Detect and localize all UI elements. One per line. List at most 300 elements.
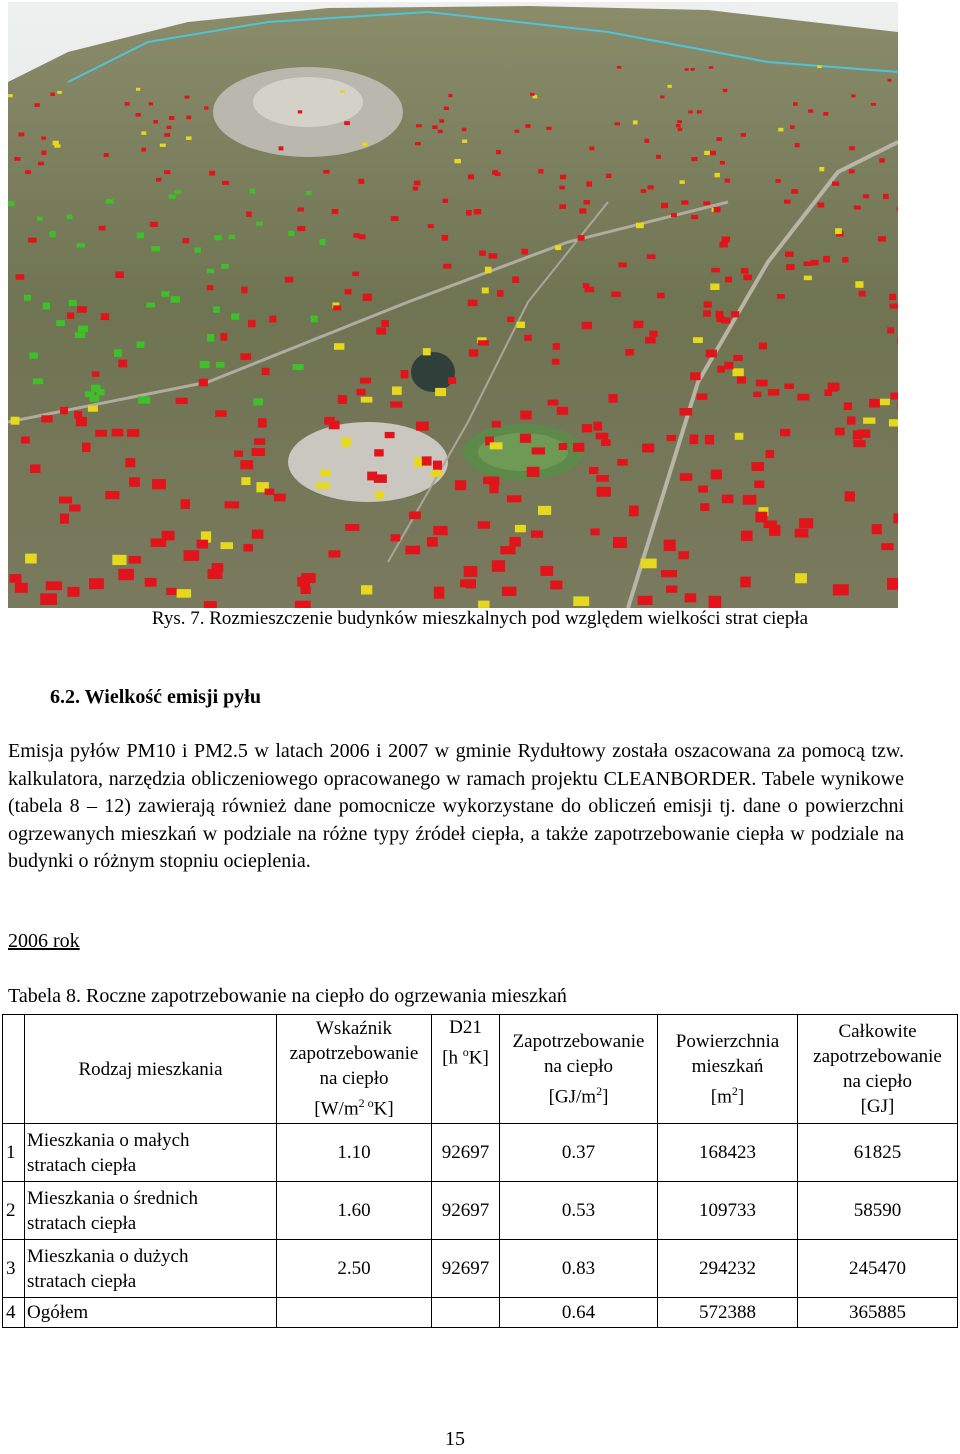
building-block: [716, 311, 724, 317]
building-block: [409, 512, 421, 520]
building-block: [340, 90, 345, 93]
building-block: [634, 321, 644, 328]
building-block: [145, 578, 157, 587]
building-block: [323, 170, 329, 174]
building-block: [693, 337, 703, 343]
row-d21: 92697: [432, 1124, 500, 1182]
row-demand: 0.53: [500, 1182, 658, 1240]
building-block: [67, 587, 79, 597]
building-block: [423, 348, 431, 355]
row-name: Mieszkania o dużych stratach ciepła: [25, 1240, 277, 1298]
row-indicator: 1.60: [277, 1182, 432, 1240]
building-block: [222, 181, 229, 185]
building-block: [691, 215, 698, 219]
building-block: [582, 424, 592, 432]
building-block: [454, 159, 461, 163]
building-block: [507, 317, 514, 323]
row-lp: 1: [3, 1124, 25, 1182]
building-block: [213, 306, 220, 312]
building-block: [706, 350, 717, 358]
building-block: [625, 349, 634, 356]
building-block: [127, 429, 139, 437]
building-block: [431, 470, 442, 477]
building-block: [150, 222, 158, 227]
building-block: [512, 277, 519, 284]
building-block: [550, 581, 562, 590]
building-block: [795, 143, 800, 147]
building-block: [725, 179, 730, 183]
building-block: [153, 120, 158, 124]
building-block: [183, 238, 190, 243]
building-block: [671, 213, 677, 217]
building-block: [274, 494, 286, 502]
building-block: [184, 550, 200, 561]
building-block: [14, 157, 20, 161]
building-block: [553, 343, 560, 350]
building-block: [883, 194, 889, 199]
building-block: [664, 540, 676, 552]
building-block: [221, 264, 229, 269]
building-block: [897, 207, 898, 211]
building-block: [186, 116, 191, 120]
building-block: [149, 102, 153, 105]
building-block: [231, 314, 239, 320]
building-block: [859, 291, 866, 297]
building-block: [248, 320, 256, 328]
building-block: [793, 102, 798, 106]
building-block: [464, 566, 478, 577]
table-caption: Tabela 8. Roczne zapotrzebowanie na ciepło do ogrzewania mieszkań: [8, 985, 567, 1007]
building-block: [54, 144, 60, 147]
header-area: Powierzchnia mieszkań $[m^2]$: [658, 1015, 798, 1124]
building-block: [16, 274, 25, 280]
header-type: Rodzaj mieszkania: [25, 1015, 277, 1124]
building-block: [615, 122, 620, 125]
building-block: [106, 199, 114, 204]
building-block: [785, 252, 794, 257]
building-block: [25, 554, 37, 564]
building-block: [780, 429, 790, 436]
building-block: [41, 415, 52, 422]
building-block: [849, 169, 855, 173]
building-block: [717, 366, 725, 373]
building-block: [112, 555, 126, 565]
building-block: [833, 584, 849, 595]
building-block: [681, 200, 688, 204]
building-block: [889, 294, 896, 300]
building-block: [804, 262, 812, 267]
building-block: [559, 186, 565, 190]
table-row: [3, 1124, 958, 1182]
building-block: [375, 492, 384, 499]
building-block: [240, 353, 251, 360]
building-block: [778, 128, 783, 132]
building-block: [225, 501, 240, 508]
building-block: [776, 179, 781, 183]
building-block: [390, 401, 402, 407]
building-block: [710, 151, 716, 156]
building-block: [241, 477, 250, 485]
building-block: [740, 577, 750, 588]
building-block: [67, 312, 74, 319]
building-block: [33, 378, 43, 384]
building-block: [645, 337, 656, 344]
building-block: [657, 293, 665, 299]
building-block: [462, 128, 467, 132]
building-block: [455, 480, 466, 490]
section-heading: 6.2. Wielkość emisji pyłu: [50, 686, 261, 708]
building-block: [540, 566, 553, 576]
building-block: [114, 349, 122, 357]
building-block: [252, 448, 266, 456]
building-block: [606, 174, 611, 178]
building-block: [60, 407, 68, 415]
building-block: [262, 368, 270, 375]
building-block: [579, 208, 586, 213]
building-block: [719, 242, 728, 248]
total-total: 365885: [798, 1298, 958, 1328]
building-block: [515, 130, 520, 133]
building-block: [240, 460, 253, 469]
building-block: [448, 94, 452, 97]
building-block: [362, 142, 367, 146]
building-block: [88, 406, 98, 412]
building-block: [161, 291, 169, 297]
building-block: [741, 531, 753, 541]
building-block: [439, 119, 444, 123]
building-block: [279, 146, 284, 150]
row-indicator: 2.50: [277, 1240, 432, 1298]
building-block: [297, 208, 304, 212]
building-block: [104, 153, 109, 157]
building-block: [151, 246, 160, 251]
building-block: [500, 546, 515, 554]
building-block: [75, 332, 86, 338]
building-block: [306, 191, 312, 195]
building-block: [466, 210, 472, 216]
building-block: [690, 435, 699, 445]
row-total: 61825: [798, 1124, 958, 1182]
building-block: [29, 353, 38, 359]
building-block: [42, 151, 47, 156]
building-block: [741, 268, 749, 274]
building-block: [667, 435, 677, 441]
building-block: [704, 301, 712, 307]
building-block: [19, 133, 25, 137]
building-block: [35, 103, 40, 107]
building-block: [415, 142, 421, 145]
building-block: [56, 320, 65, 326]
building-block: [608, 394, 617, 403]
building-block: [361, 397, 373, 403]
building-block: [731, 311, 739, 317]
header-lp: [3, 1015, 25, 1124]
building-block: [678, 551, 689, 559]
building-block: [617, 459, 628, 466]
building-block: [716, 137, 722, 141]
building-block: [661, 203, 668, 208]
building-block: [345, 524, 359, 531]
building-block: [40, 593, 57, 605]
building-block: [849, 146, 855, 150]
building-block: [507, 495, 522, 502]
row-area: 168423: [658, 1124, 798, 1182]
building-block: [433, 461, 442, 470]
building-block: [360, 378, 371, 384]
building-block: [285, 277, 293, 283]
building-block: [489, 484, 498, 493]
total-d21: [432, 1298, 500, 1328]
building-block: [391, 216, 399, 221]
building-block: [78, 326, 88, 333]
building-block: [90, 395, 100, 402]
building-block: [725, 277, 732, 283]
building-block: [316, 482, 330, 489]
building-block: [92, 371, 100, 377]
building-block: [376, 328, 386, 335]
building-block: [301, 587, 311, 595]
building-block: [328, 550, 340, 557]
building-block: [644, 139, 649, 143]
building-block: [164, 133, 170, 137]
building-block: [57, 91, 62, 94]
building-block: [405, 546, 420, 555]
building-block: [167, 126, 172, 129]
building-block: [181, 499, 190, 509]
building-block: [207, 269, 214, 274]
building-block: [416, 422, 429, 431]
table-row: [3, 1182, 958, 1240]
building-block: [759, 343, 767, 350]
building-block: [329, 421, 340, 430]
building-block: [613, 537, 627, 548]
building-block: [676, 124, 681, 127]
building-block: [468, 174, 474, 179]
building-block: [46, 581, 62, 590]
building-block: [468, 300, 478, 306]
building-block: [871, 103, 876, 106]
building-block: [709, 66, 714, 69]
building-block: [697, 110, 702, 113]
building-block: [118, 360, 127, 368]
building-block: [208, 569, 223, 579]
building-block: [768, 389, 780, 396]
building-block: [207, 285, 214, 290]
building-block: [246, 212, 252, 217]
building-block: [557, 407, 568, 415]
building-block: [129, 477, 140, 487]
building-block: [810, 260, 818, 266]
building-block: [221, 542, 234, 549]
building-block: [656, 155, 661, 159]
building-block: [438, 130, 443, 133]
building-block: [589, 467, 598, 474]
building-block: [589, 147, 594, 151]
building-block: [129, 556, 142, 564]
building-block: [15, 583, 28, 593]
building-block: [819, 167, 824, 171]
building-block: [618, 262, 626, 267]
building-block: [531, 531, 543, 538]
building-block: [559, 204, 566, 209]
building-block: [847, 416, 856, 424]
building-block: [177, 589, 192, 598]
building-block: [41, 137, 46, 140]
body-paragraph: Emisja pyłów PM10 i PM2.5 w latach 2006 i 2007 w gminie Rydułtowy została oszacowana za pomocą tzw. kalkulatora, narzędzia obliczeniowego opracowanego w ramach projektu CLEANBORDER. Tabele wynikowe (tabela 8 – 12) zawierają również dane pomocnicze wykorzystane do obliczeń emisji tj. dane o powierzchni ogrzewanych mieszkań w podziale na różne typy źródeł ciepła, a także zapotrzebowanie ciepła w podziale na budynki o różnym stopniu ocieplenia.: [8, 740, 904, 872]
building-block: [125, 102, 130, 106]
building-block: [777, 294, 785, 299]
building-block: [751, 462, 764, 471]
building-block: [611, 292, 621, 297]
page-number: 15: [445, 1428, 465, 1450]
building-block: [60, 514, 69, 524]
building-block: [25, 170, 31, 174]
building-block: [722, 237, 731, 243]
building-block: [711, 268, 720, 273]
building-block: [863, 194, 869, 198]
building-block: [583, 283, 589, 288]
building-block: [69, 505, 81, 512]
row-demand: 0.83: [500, 1240, 658, 1298]
building-block: [95, 430, 107, 437]
building-block: [723, 89, 727, 92]
building-block: [265, 489, 275, 495]
building-block: [333, 305, 341, 310]
building-block: [680, 180, 685, 184]
building-block: [844, 402, 852, 410]
building-block: [43, 303, 50, 310]
building-block: [680, 473, 693, 481]
building-block: [636, 223, 644, 229]
building-block: [548, 400, 559, 406]
building-block: [443, 264, 452, 269]
building-block: [76, 417, 87, 426]
building-block: [766, 450, 775, 458]
building-block: [710, 284, 719, 291]
building-block: [77, 306, 87, 313]
building-block: [661, 570, 677, 577]
building-block: [790, 125, 795, 129]
building-block: [186, 136, 191, 140]
building-block: [721, 317, 731, 323]
building-block: [253, 398, 263, 405]
building-block: [89, 578, 104, 589]
building-block: [209, 171, 215, 176]
building-block: [754, 481, 764, 488]
building-block: [582, 322, 592, 329]
building-block: [194, 248, 201, 253]
total-indicator: [277, 1298, 432, 1328]
building-block: [10, 574, 22, 583]
building-block: [502, 587, 517, 596]
building-block: [890, 304, 899, 309]
building-block: [99, 226, 106, 231]
building-block: [345, 289, 352, 295]
building-block: [832, 182, 839, 186]
building-block: [705, 435, 714, 445]
header-total: Całkowite zapotrzebowanie na ciepło [GJ]: [798, 1015, 958, 1124]
building-block: [887, 327, 894, 333]
building-block: [138, 396, 150, 403]
building-block: [462, 140, 467, 143]
building-block: [21, 437, 30, 444]
building-block: [515, 525, 526, 532]
building-block: [374, 449, 384, 456]
building-block: [485, 267, 492, 274]
building-block: [311, 316, 318, 323]
building-block: [252, 530, 264, 539]
building-block: [584, 200, 591, 204]
building-block: [298, 110, 302, 113]
building-block: [136, 88, 140, 91]
building-block: [764, 521, 777, 529]
building-block: [413, 187, 419, 191]
building-block: [863, 418, 875, 424]
building-block: [338, 395, 347, 404]
building-block: [853, 440, 865, 447]
building-block: [879, 158, 885, 162]
building-block: [11, 417, 20, 425]
header-indicator: Wskaźnik zapotrzebowanie na ciepło $[W/m^{2 o}K]$: [277, 1015, 432, 1124]
building-block: [422, 456, 432, 465]
building-block: [691, 68, 695, 71]
building-block: [520, 434, 531, 443]
building-block: [690, 372, 701, 380]
building-block: [703, 201, 710, 205]
building-block: [516, 322, 525, 328]
row-indicator: 1.10: [277, 1124, 432, 1182]
building-block: [435, 388, 446, 396]
building-block: [590, 529, 599, 536]
building-block: [660, 95, 664, 98]
building-block: [560, 175, 566, 180]
building-block: [795, 573, 807, 583]
building-block: [649, 331, 658, 337]
building-block: [642, 444, 654, 453]
building-block: [258, 418, 267, 427]
building-block: [629, 506, 639, 517]
building-block: [216, 362, 225, 368]
building-block: [573, 596, 589, 606]
building-block: [573, 443, 584, 452]
building-block: [137, 232, 144, 238]
table-header-row: [3, 1015, 958, 1124]
row-area: 109733: [658, 1182, 798, 1240]
building-block: [197, 540, 209, 549]
total-area: 572388: [658, 1298, 798, 1328]
building-block: [509, 537, 520, 547]
building-block: [297, 226, 305, 231]
building-block: [784, 384, 794, 390]
aerial-3d-buildings-map-icon: [8, 2, 898, 608]
building-block: [428, 224, 434, 228]
building-block: [200, 361, 210, 368]
building-block: [249, 189, 255, 194]
building-block: [199, 379, 208, 387]
building-block: [527, 467, 540, 477]
row-name: Mieszkania o średnich stratach ciepła: [25, 1182, 277, 1240]
building-block: [888, 79, 892, 82]
building-block: [478, 340, 489, 345]
building-block: [341, 437, 351, 447]
building-block: [559, 443, 568, 450]
building-block: [823, 112, 828, 116]
building-block: [443, 199, 449, 203]
building-block: [24, 295, 31, 301]
building-block: [214, 235, 222, 240]
building-block: [586, 182, 592, 187]
row-lp: 2: [3, 1182, 25, 1240]
